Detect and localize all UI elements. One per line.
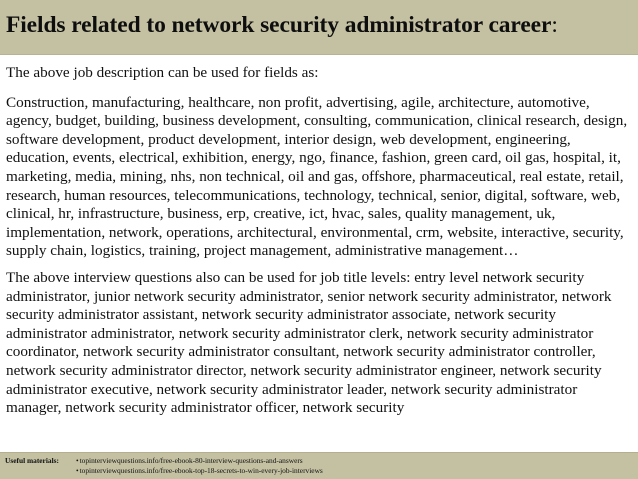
footer-links — [76, 456, 323, 476]
slide-title-text: Fields related to network security administrator career — [6, 12, 552, 38]
footer-link-ebook-80-questions[interactable] — [76, 456, 323, 466]
title-bar — [0, 0, 638, 55]
footer-label-text: Useful materials — [5, 456, 57, 465]
slide-title-colon: : — [551, 12, 558, 38]
slide-title — [6, 12, 558, 39]
bullet-icon: • — [76, 466, 79, 475]
footer-label — [5, 456, 59, 466]
footer-link-text: topinterviewquestions.info/free-ebook-80-interview-questions-and-answers — [79, 456, 303, 465]
intro-text: The above job description can be used for fields as: — [6, 64, 319, 81]
bullet-icon: • — [76, 456, 79, 465]
fields-paragraph: Construction, manufacturing, healthcare, non profit, advertising, agile, architecture, automotive, agency, budget, building, business development, consulting, communication, clinical research, design, software development, product development, interior design, web development, engineering, education, events, electrical, exhibition, energy, ngo, finance, fashion, green card, oil gas, hospital, it, marketing, media, mining, nhs, non technical, oil and gas, offshore, pharmaceutical, real estate, retail, research, human resources, telecommunications, technology, technical, senior, digital, software, web, clinical, hr, infrastructure, business, erp, creative, ict, hvac, sales, quality management, uk, implementation, network, operations, architectural, environmental, crm, website, interactive, security, supply chain, logistics, training, project management, administrative management… — [6, 93, 628, 260]
slide-body — [6, 64, 634, 418]
footer-link-ebook-top-18-secrets[interactable] — [76, 466, 323, 476]
job-levels-paragraph: The above interview questions also can be used for job title levels: entry level network security administrator, junior network security administrator, senior network security administrator, network security administrator assistant, network security administrator associate, network security administrator administrator, network security administrator clerk, network security administrator coordinator, network security administrator consultant, network security administrator controller, network security administrator director, network security administrator engineer, network security administrator executive, network security administrator leader, network security administrator manager, network security administrator officer, network security — [6, 268, 612, 417]
footer-link-text: topinterviewquestions.info/free-ebook-top-18-secrets-to-win-every-job-interviews — [79, 466, 323, 475]
footer-label-separator: : — [56, 456, 59, 465]
footer-bar — [0, 452, 638, 479]
